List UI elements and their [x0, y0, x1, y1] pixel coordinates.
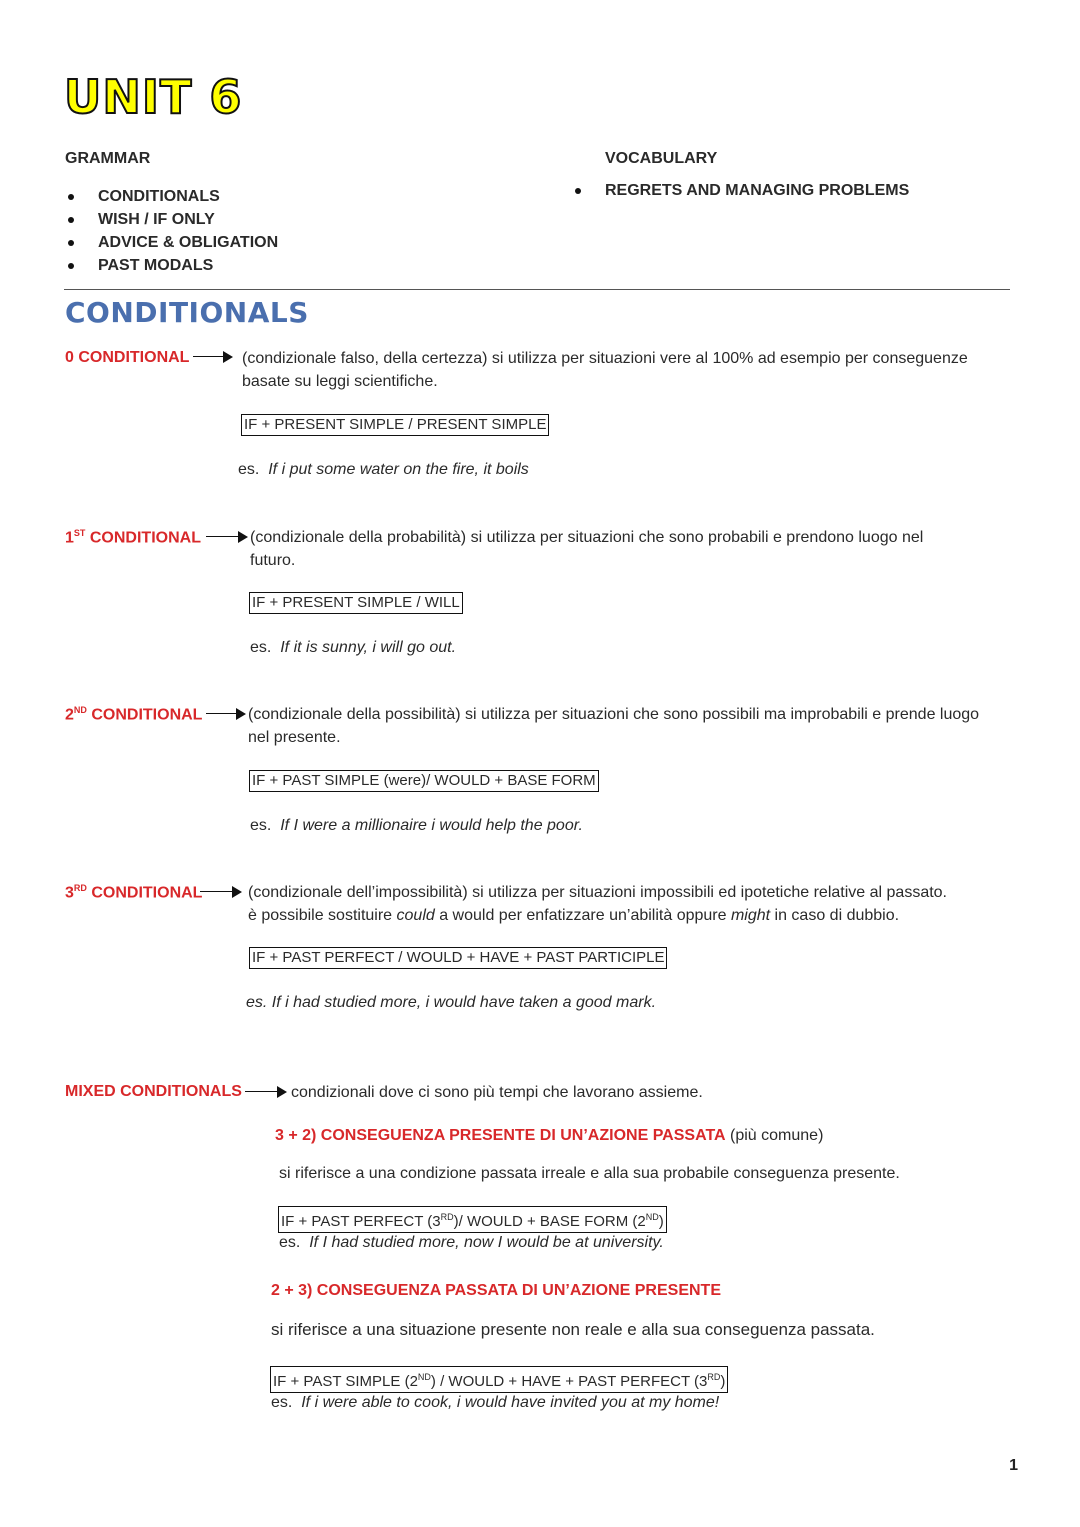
third-conditional-formula: IF + PAST PERFECT / WOULD + HAVE + PAST PARTICIPLE	[249, 947, 667, 969]
text: in caso di dubbio.	[770, 907, 900, 924]
page-number: 1	[1009, 1457, 1018, 1474]
arrow-icon	[206, 708, 246, 720]
grammar-item: WISH / IF ONLY	[65, 208, 278, 231]
label-ordinal: RD	[73, 883, 87, 893]
mixed-case-1-example	[279, 1234, 664, 1252]
example-prefix: es.	[250, 639, 272, 656]
text: è possibile sostituire	[248, 907, 397, 924]
formula-text: ) / WOULD + HAVE + PAST PERFECT (3	[430, 1373, 708, 1390]
vocabulary-label: VOCABULARY	[605, 150, 718, 167]
first-conditional-formula: IF + PRESENT SIMPLE / WILL	[249, 592, 463, 614]
example-prefix: es.	[279, 1234, 301, 1251]
formula-text: )	[658, 1213, 664, 1230]
label-number: 3	[65, 884, 74, 902]
section-title: CONDITIONALS	[65, 296, 309, 329]
formula-ordinal: ND	[645, 1212, 659, 1222]
text-could: could	[396, 907, 435, 924]
zero-conditional-example	[238, 461, 529, 479]
second-conditional-example	[250, 817, 583, 835]
example-prefix: es.	[250, 817, 272, 834]
label-text: CONDITIONAL	[85, 529, 201, 547]
formula-text: )/ WOULD + BASE FORM (2	[453, 1213, 646, 1230]
formula-text: IF + PAST SIMPLE (2	[273, 1373, 418, 1390]
formula-text: IF + PAST PERFECT (3	[281, 1213, 441, 1230]
unit-title: UNIT 6	[64, 70, 243, 124]
label-number: 2	[65, 706, 74, 724]
example-text: If I had studied more, now I would be at university.	[309, 1234, 664, 1251]
grammar-list	[65, 185, 278, 277]
zero-conditional-label: 0 CONDITIONAL	[65, 349, 190, 366]
arrow-icon	[245, 1086, 287, 1098]
text: a would per enfatizzare un’abilità oppure	[434, 907, 731, 924]
formula-ordinal: RD	[440, 1212, 454, 1222]
mixed-case-2-formula	[270, 1366, 728, 1393]
label-text: CONDITIONAL	[86, 884, 203, 902]
mixed-case-1-formula	[278, 1206, 667, 1233]
first-conditional-label	[65, 528, 201, 547]
grammar-item: PAST MODALS	[65, 254, 278, 277]
first-conditional-example	[250, 639, 456, 657]
mixed-case-2-example	[271, 1394, 719, 1412]
divider	[64, 289, 1010, 290]
arrow-icon	[200, 886, 242, 898]
title-text: 3 + 2) CONSEGUENZA PRESENTE DI UN’AZIONE PASSATA	[275, 1127, 726, 1144]
example-prefix: es.	[271, 1394, 293, 1411]
description-line	[248, 904, 1028, 927]
mixed-conditionals-label: MIXED CONDITIONALS	[65, 1083, 242, 1100]
description-line: (condizionale dell’impossibilità) si utilizza per situazioni impossibili ed ipotetiche relative al passato.	[248, 884, 947, 901]
grammar-item: ADVICE & OBLIGATION	[65, 231, 278, 254]
mixed-conditionals-description: condizionali dove ci sono più tempi che lavorano assieme.	[291, 1084, 703, 1101]
mixed-case-1-description: si riferisce a una condizione passata irreale e alla sua probabile conseguenza presente.	[279, 1165, 900, 1182]
example-prefix: es.	[238, 461, 260, 478]
vocabulary-list	[572, 179, 909, 202]
first-conditional-description: (condizionale della probabilità) si utilizza per situazioni che sono probabili e prendono luogo nel futuro.	[250, 529, 924, 569]
title-note: (più comune)	[725, 1127, 824, 1144]
third-conditional-example	[246, 994, 656, 1012]
mixed-case-2-description: si riferisce a una situazione presente non reale e alla sua conseguenza passata.	[271, 1320, 875, 1339]
second-conditional-description: (condizionale della possibilità) si utilizza per situazioni che sono possibili ma improbabili e prende luogo nel presente.	[248, 706, 980, 746]
arrow-icon	[193, 351, 233, 363]
example-text: If it is sunny, i will go out.	[280, 639, 457, 656]
grammar-item: CONDITIONALS	[65, 185, 278, 208]
example-text: If i put some water on the fire, it boils	[268, 461, 529, 478]
third-conditional-description	[248, 881, 1028, 927]
example-text: es. If i had studied more, i would have taken a good mark.	[246, 994, 657, 1011]
grammar-label: GRAMMAR	[65, 150, 151, 167]
zero-conditional-formula: IF + PRESENT SIMPLE / PRESENT SIMPLE	[241, 414, 549, 436]
second-conditional-label	[65, 705, 202, 724]
label-ordinal: ND	[73, 705, 87, 715]
formula-text: )	[720, 1373, 726, 1390]
second-conditional-formula: IF + PAST SIMPLE (were)/ WOULD + BASE FORM	[249, 770, 599, 792]
mixed-case-2-title: 2 + 3) CONSEGUENZA PASSATA DI UN’AZIONE PRESENTE	[271, 1282, 721, 1299]
vocabulary-item: REGRETS AND MANAGING PROBLEMS	[572, 179, 909, 202]
formula-ordinal: ND	[417, 1372, 431, 1382]
arrow-icon	[206, 531, 246, 543]
zero-conditional-description: (condizionale falso, della certezza) si utilizza per situazioni vere al 100% ad esempio per conseguenze basate su leggi scientifiche.	[242, 350, 968, 390]
formula-ordinal: RD	[707, 1372, 721, 1382]
mixed-case-1-title	[275, 1127, 823, 1145]
label-text: CONDITIONAL	[86, 706, 203, 724]
text-might: might	[730, 907, 771, 924]
label-ordinal: ST	[73, 528, 86, 538]
example-text: If I were a millionaire i would help the poor.	[280, 817, 583, 834]
label-number: 1	[65, 529, 74, 547]
third-conditional-label	[65, 883, 202, 902]
example-text: If i were able to cook, i would have invited you at my home!	[301, 1394, 720, 1411]
